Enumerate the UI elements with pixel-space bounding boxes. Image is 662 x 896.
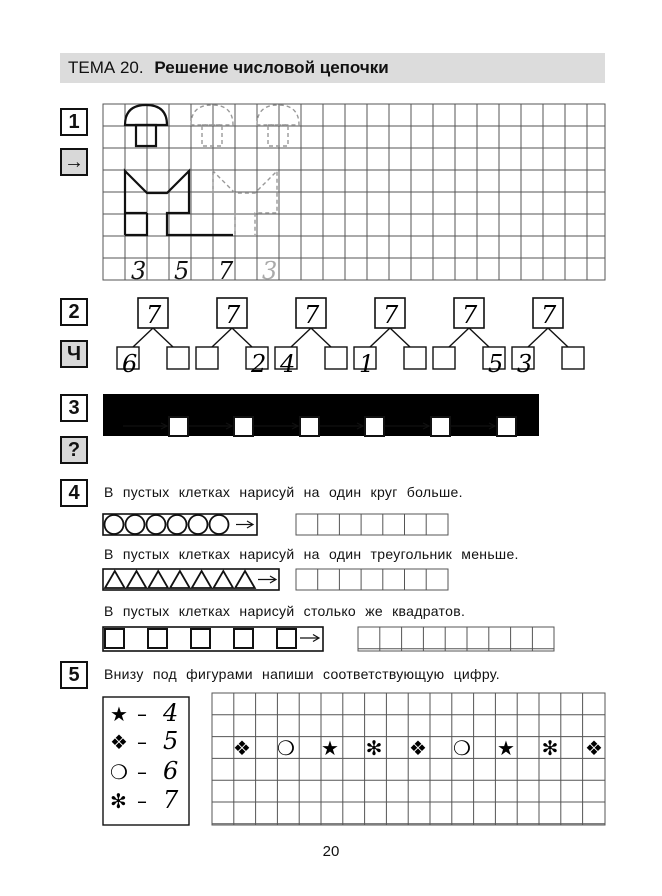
house-right-box [562, 347, 584, 369]
sequence-symbol: ❖ [409, 736, 427, 760]
house-top-number: 7 [304, 301, 320, 329]
chain-number: 5 [174, 257, 190, 285]
house-left-number: 6 [122, 350, 138, 378]
sequence-symbol: ✻ [541, 736, 559, 760]
circle-shape [147, 515, 166, 534]
square-shape [148, 629, 167, 648]
circle-shape [210, 515, 229, 534]
chain-answer-box [234, 417, 253, 436]
triangle-shape [148, 571, 168, 588]
number-house [354, 298, 426, 378]
key-symbol: ✻ [110, 789, 127, 813]
task-1-number-chain [131, 257, 277, 285]
task-2-number-houses [117, 298, 584, 378]
house-right-box [167, 347, 189, 369]
number-house [117, 298, 189, 378]
task-1-cat-dashed [213, 171, 277, 235]
chain-number: 7 [218, 257, 234, 285]
house-left-number: 4 [280, 350, 296, 378]
house-right-number: 5 [488, 350, 504, 378]
key-value: 7 [163, 786, 179, 814]
square-shape [277, 629, 296, 648]
house-left-box [433, 347, 455, 369]
number-house [275, 298, 347, 378]
sequence-symbol: ✻ [365, 736, 383, 760]
house-top-number: 7 [541, 301, 557, 329]
chain-operation: + 4 [267, 395, 307, 420]
number-house [512, 298, 584, 378]
chain-operation: – 6 [398, 395, 430, 420]
sequence-symbol: ❍ [277, 736, 295, 760]
house-top-number: 7 [146, 301, 162, 329]
house-right-box [325, 347, 347, 369]
house-top-number: 7 [462, 301, 478, 329]
chain-number-dashed: 3 [262, 257, 278, 285]
empty-cells-row-2[interactable] [296, 569, 448, 590]
number-house [196, 298, 268, 378]
triangle-shape [235, 571, 255, 588]
triangle-shape [170, 571, 190, 588]
chain-answer-box [431, 417, 450, 436]
key-symbol: ❖ [110, 730, 128, 754]
square-shape [234, 629, 253, 648]
key-symbol: ★ [110, 702, 128, 726]
square-shape [191, 629, 210, 648]
house-right-box [404, 347, 426, 369]
circle-shape [105, 515, 124, 534]
chain-answer-box [169, 417, 188, 436]
task-4-rows [103, 514, 554, 651]
task-1-mushroom [125, 105, 167, 146]
empty-cells-row-3[interactable] [358, 627, 554, 651]
triangle-shape [127, 571, 147, 588]
sequence-symbol: ❖ [233, 736, 251, 760]
chain-operation: + 5 [464, 395, 504, 420]
sequence-symbol: ❍ [453, 736, 471, 760]
sequence-symbol: ★ [497, 736, 515, 760]
task-4-instruction-1: В пустых клетках нарисуй на один круг больше. [104, 484, 463, 500]
house-left-number: 1 [359, 350, 375, 378]
page-number: 20 [322, 843, 340, 860]
chain-operation: + 1 [332, 395, 372, 420]
key-value: 4 [163, 699, 179, 727]
triangles-row [103, 569, 279, 590]
key-value: 6 [163, 757, 179, 785]
square-shape [105, 629, 124, 648]
number-house [433, 298, 505, 378]
task-1-grid [103, 104, 605, 280]
topic-title: Решение числовой цепочки [154, 58, 389, 77]
key-symbol: ❍ [110, 760, 128, 784]
triangle-shape [105, 571, 125, 588]
task-1-number: 1 [60, 108, 88, 136]
task-5-key [103, 697, 189, 825]
task-3-number: 3 [60, 394, 88, 422]
task-2-badge: Ч [60, 340, 88, 368]
key-dash: – [137, 702, 147, 726]
task-1-cat-figure [125, 171, 233, 235]
sequence-symbol: ★ [321, 736, 339, 760]
key-dash: – [137, 789, 147, 813]
house-top-number: 7 [383, 301, 399, 329]
task-4-number: 4 [60, 479, 88, 507]
task-4-instruction-2: В пустых клетках нарисуй на один треугольник меньше. [104, 546, 519, 562]
task-2-number: 2 [60, 298, 88, 326]
task-3-question-badge: ? [60, 436, 88, 464]
chain-operation: – 3 [201, 395, 233, 420]
house-left-box [196, 347, 218, 369]
chain-number: 3 [131, 257, 147, 285]
sequence-symbol: ❖ [585, 736, 603, 760]
task-5-instruction: Внизу под фигурами напиши соответствующую цифру. [104, 666, 500, 682]
task-4-instruction-3: В пустых клетках нарисуй столько же квадратов. [104, 603, 466, 619]
chain-start-number: 7 [107, 414, 121, 439]
key-dash: – [137, 760, 147, 784]
key-value: 5 [163, 727, 179, 755]
empty-cells-row-1[interactable] [296, 514, 448, 535]
house-right-number: 2 [251, 350, 267, 378]
house-left-number: 3 [517, 350, 533, 378]
circle-shape [189, 515, 208, 534]
circle-shape [168, 515, 187, 534]
task-5-sequence [233, 736, 603, 760]
task-5-number: 5 [60, 661, 88, 689]
key-dash: – [137, 730, 147, 754]
task-3-chain [103, 394, 539, 439]
task-1-arrow-badge: → [60, 148, 88, 176]
topic-label: ТЕМА 20. [68, 58, 144, 77]
house-top-number: 7 [225, 301, 241, 329]
circle-shape [126, 515, 145, 534]
chain-operation: – 2 [136, 395, 168, 420]
triangle-shape [214, 571, 234, 588]
triangle-shape [192, 571, 212, 588]
